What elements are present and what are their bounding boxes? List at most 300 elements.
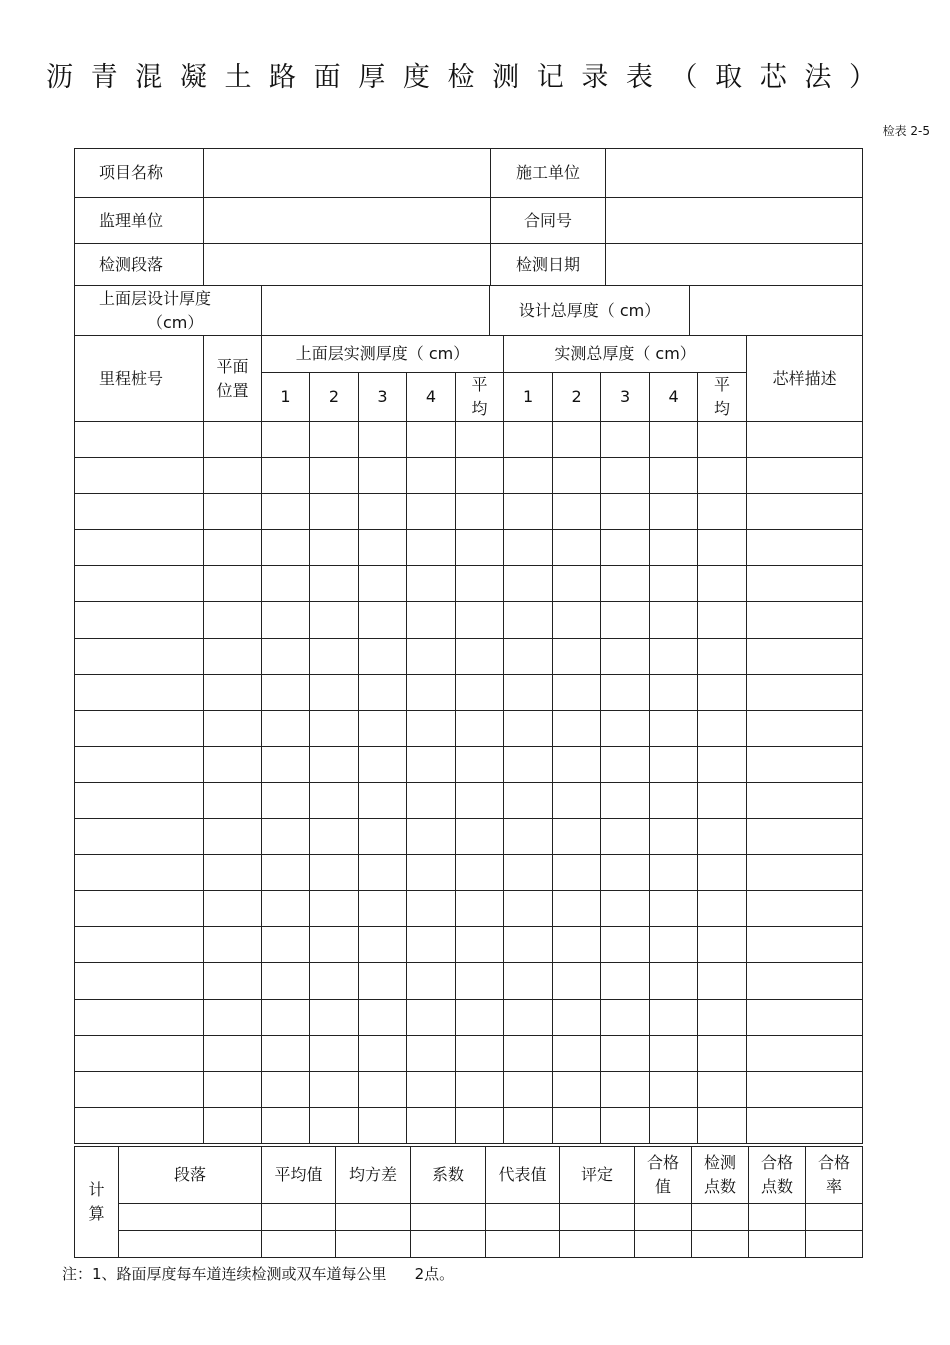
data-cell[interactable] — [359, 891, 407, 927]
data-cell[interactable] — [262, 422, 310, 458]
data-cell[interactable] — [75, 422, 204, 458]
table-row — [75, 819, 863, 855]
data-cell[interactable] — [75, 927, 204, 963]
data-cell[interactable] — [456, 746, 504, 782]
data-cell[interactable] — [359, 530, 407, 566]
data-cell[interactable] — [747, 782, 863, 818]
data-cell[interactable] — [698, 674, 747, 710]
data-cell[interactable] — [698, 530, 747, 566]
data-cell[interactable] — [359, 674, 407, 710]
data-cell[interactable] — [359, 927, 407, 963]
data-cell[interactable] — [698, 999, 747, 1035]
data-cell[interactable] — [204, 927, 262, 963]
data-cell[interactable] — [456, 927, 504, 963]
data-cell[interactable] — [310, 1035, 359, 1071]
data-cell[interactable] — [204, 494, 262, 530]
data-cell[interactable] — [504, 530, 553, 566]
table-row — [75, 782, 863, 818]
data-cell[interactable] — [553, 602, 601, 638]
data-cell[interactable] — [262, 638, 310, 674]
data-cell[interactable] — [75, 494, 204, 530]
data-cell[interactable] — [359, 1071, 407, 1107]
data-cell[interactable] — [262, 891, 310, 927]
data-cell[interactable] — [650, 638, 698, 674]
calc-cell[interactable] — [486, 1204, 560, 1231]
data-cell[interactable] — [504, 855, 553, 891]
project-name-value[interactable] — [204, 149, 491, 198]
data-cell[interactable] — [553, 566, 601, 602]
pass-points-line2: 点数 — [760, 1177, 793, 1196]
data-cell[interactable] — [262, 1071, 310, 1107]
data-cell[interactable] — [456, 638, 504, 674]
data-cell[interactable] — [310, 710, 359, 746]
data-cell[interactable] — [747, 746, 863, 782]
calc-cell[interactable] — [806, 1231, 863, 1258]
data-cell[interactable] — [75, 963, 204, 999]
data-cell[interactable] — [75, 746, 204, 782]
title-char: 面 — [313, 61, 341, 93]
data-cell[interactable] — [504, 422, 553, 458]
data-cell[interactable] — [262, 819, 310, 855]
data-cell[interactable] — [601, 1071, 650, 1107]
data-cell[interactable] — [407, 1107, 456, 1143]
data-cell[interactable] — [456, 1035, 504, 1071]
data-cell[interactable] — [650, 566, 698, 602]
data-cell[interactable] — [747, 1107, 863, 1143]
data-cell[interactable] — [407, 422, 456, 458]
data-cell[interactable] — [75, 1071, 204, 1107]
data-cell[interactable] — [553, 891, 601, 927]
data-cell[interactable] — [601, 566, 650, 602]
data-cell[interactable] — [359, 710, 407, 746]
data-cell[interactable] — [650, 999, 698, 1035]
data-cell[interactable] — [310, 1071, 359, 1107]
data-cell[interactable] — [456, 710, 504, 746]
data-cell[interactable] — [310, 782, 359, 818]
design-thickness-table — [74, 285, 863, 336]
data-cell[interactable] — [504, 458, 553, 494]
data-cell[interactable] — [650, 674, 698, 710]
data-cell[interactable] — [504, 963, 553, 999]
data-cell[interactable] — [310, 602, 359, 638]
data-cell[interactable] — [262, 746, 310, 782]
data-cell[interactable] — [407, 638, 456, 674]
data-cell[interactable] — [698, 1035, 747, 1071]
data-cell[interactable] — [407, 999, 456, 1035]
total-design-thickness-value[interactable] — [690, 286, 863, 336]
calc-cell[interactable] — [262, 1231, 336, 1258]
data-cell[interactable] — [359, 855, 407, 891]
data-cell[interactable] — [504, 927, 553, 963]
data-cell[interactable] — [407, 927, 456, 963]
data-cell[interactable] — [698, 782, 747, 818]
data-cell[interactable] — [407, 566, 456, 602]
data-cell[interactable] — [504, 1035, 553, 1071]
data-cell[interactable] — [310, 746, 359, 782]
data-cell[interactable] — [262, 710, 310, 746]
data-cell[interactable] — [553, 494, 601, 530]
data-cell[interactable] — [407, 1071, 456, 1107]
data-cell[interactable] — [456, 855, 504, 891]
data-cell[interactable] — [747, 530, 863, 566]
data-cell[interactable] — [456, 494, 504, 530]
data-cell[interactable] — [262, 530, 310, 566]
data-cell[interactable] — [204, 602, 262, 638]
data-cell[interactable] — [504, 494, 553, 530]
calc-cell[interactable] — [411, 1231, 486, 1258]
data-cell[interactable] — [204, 963, 262, 999]
data-cell[interactable] — [407, 494, 456, 530]
data-cell[interactable] — [407, 891, 456, 927]
supervision-unit-value[interactable] — [204, 198, 491, 244]
data-cell[interactable] — [456, 530, 504, 566]
data-cell[interactable] — [359, 422, 407, 458]
data-cell[interactable] — [262, 963, 310, 999]
data-cell[interactable] — [601, 674, 650, 710]
data-cell[interactable] — [698, 891, 747, 927]
data-cell[interactable] — [553, 1071, 601, 1107]
data-cell[interactable] — [747, 819, 863, 855]
data-cell[interactable] — [310, 1107, 359, 1143]
data-cell[interactable] — [359, 1035, 407, 1071]
data-cell[interactable] — [310, 999, 359, 1035]
data-cell[interactable] — [698, 1107, 747, 1143]
data-cell[interactable] — [407, 746, 456, 782]
data-cell[interactable] — [504, 999, 553, 1035]
data-cell[interactable] — [262, 674, 310, 710]
data-cell[interactable] — [75, 1035, 204, 1071]
data-cell[interactable] — [650, 710, 698, 746]
data-cell[interactable] — [407, 602, 456, 638]
data-cell[interactable] — [262, 927, 310, 963]
data-cell[interactable] — [698, 602, 747, 638]
data-cell[interactable] — [407, 458, 456, 494]
data-cell[interactable] — [504, 566, 553, 602]
construction-unit-value[interactable] — [606, 149, 863, 198]
data-cell[interactable] — [359, 602, 407, 638]
calc-cell[interactable] — [486, 1231, 560, 1258]
data-cell[interactable] — [747, 494, 863, 530]
data-cell[interactable] — [650, 1071, 698, 1107]
data-cell[interactable] — [204, 530, 262, 566]
data-cell[interactable] — [359, 494, 407, 530]
data-cell[interactable] — [456, 819, 504, 855]
data-cell[interactable] — [650, 819, 698, 855]
data-cell[interactable] — [310, 674, 359, 710]
data-cell[interactable] — [456, 458, 504, 494]
data-cell[interactable] — [553, 999, 601, 1035]
calc-cell[interactable] — [749, 1204, 806, 1231]
data-cell[interactable] — [747, 710, 863, 746]
data-cell[interactable] — [262, 782, 310, 818]
data-cell[interactable] — [698, 494, 747, 530]
data-cell[interactable] — [262, 1107, 310, 1143]
data-cell[interactable] — [310, 566, 359, 602]
data-cell[interactable] — [75, 530, 204, 566]
data-cell[interactable] — [650, 422, 698, 458]
data-cell[interactable] — [650, 1035, 698, 1071]
data-cell[interactable] — [204, 566, 262, 602]
data-cell[interactable] — [456, 422, 504, 458]
data-cell[interactable] — [601, 782, 650, 818]
data-cell[interactable] — [456, 602, 504, 638]
data-cell[interactable] — [75, 638, 204, 674]
data-cell[interactable] — [650, 855, 698, 891]
data-cell[interactable] — [601, 638, 650, 674]
data-cell[interactable] — [504, 891, 553, 927]
data-cell[interactable] — [359, 1107, 407, 1143]
data-cell[interactable] — [504, 674, 553, 710]
data-cell[interactable] — [359, 999, 407, 1035]
data-cell[interactable] — [601, 458, 650, 494]
data-cell[interactable] — [310, 891, 359, 927]
data-cell[interactable] — [504, 746, 553, 782]
data-cell[interactable] — [553, 855, 601, 891]
data-cell[interactable] — [650, 963, 698, 999]
data-cell[interactable] — [553, 530, 601, 566]
calc-cell[interactable] — [262, 1204, 336, 1231]
data-cell[interactable] — [601, 746, 650, 782]
data-cell[interactable] — [504, 782, 553, 818]
data-cell[interactable] — [456, 963, 504, 999]
data-cell[interactable] — [650, 891, 698, 927]
data-cell[interactable] — [456, 674, 504, 710]
data-cell[interactable] — [747, 422, 863, 458]
data-cell[interactable] — [553, 458, 601, 494]
table-row — [75, 927, 863, 963]
data-cell[interactable] — [75, 891, 204, 927]
data-cell[interactable] — [601, 819, 650, 855]
data-cell[interactable] — [359, 746, 407, 782]
data-cell[interactable] — [204, 710, 262, 746]
upper-design-thickness-value[interactable] — [262, 286, 490, 336]
test-points-line2: 点数 — [703, 1177, 736, 1196]
title-char: 录 — [581, 61, 609, 93]
data-cell[interactable] — [698, 1071, 747, 1107]
data-cell[interactable] — [359, 963, 407, 999]
data-cell[interactable] — [310, 458, 359, 494]
data-cell[interactable] — [553, 746, 601, 782]
data-cell[interactable] — [747, 458, 863, 494]
calc-cell[interactable] — [749, 1231, 806, 1258]
data-cell[interactable] — [204, 782, 262, 818]
data-cell[interactable] — [204, 999, 262, 1035]
data-cell[interactable] — [204, 1107, 262, 1143]
data-cell[interactable] — [601, 927, 650, 963]
test-date-value[interactable] — [606, 244, 863, 286]
data-cell[interactable] — [747, 566, 863, 602]
data-cell[interactable] — [310, 494, 359, 530]
data-cell[interactable] — [456, 891, 504, 927]
data-cell[interactable] — [407, 710, 456, 746]
data-cell[interactable] — [310, 422, 359, 458]
data-cell[interactable] — [601, 530, 650, 566]
data-cell[interactable] — [75, 782, 204, 818]
upper-measured-header: 上面层实测厚度（ cm） — [262, 336, 504, 373]
data-cell[interactable] — [262, 494, 310, 530]
data-cell[interactable] — [359, 566, 407, 602]
data-cell[interactable] — [601, 602, 650, 638]
data-cell[interactable] — [310, 530, 359, 566]
calc-cell[interactable] — [336, 1204, 411, 1231]
data-cell[interactable] — [747, 1071, 863, 1107]
data-cell[interactable] — [407, 1035, 456, 1071]
data-cell[interactable] — [698, 855, 747, 891]
data-cell[interactable] — [747, 927, 863, 963]
data-cell[interactable] — [262, 999, 310, 1035]
calc-cell[interactable] — [336, 1231, 411, 1258]
pass-value-header — [635, 1147, 692, 1204]
data-cell[interactable] — [359, 458, 407, 494]
data-cell[interactable] — [204, 422, 262, 458]
data-cell[interactable] — [650, 927, 698, 963]
data-cell[interactable] — [262, 566, 310, 602]
calc-cell[interactable] — [692, 1204, 749, 1231]
data-cell[interactable] — [407, 963, 456, 999]
data-cell[interactable] — [504, 602, 553, 638]
data-cell[interactable] — [601, 1035, 650, 1071]
data-cell[interactable] — [747, 891, 863, 927]
data-cell[interactable] — [553, 1107, 601, 1143]
data-cell[interactable] — [75, 999, 204, 1035]
test-section-value[interactable] — [204, 244, 491, 286]
data-cell[interactable] — [553, 638, 601, 674]
data-cell[interactable] — [698, 422, 747, 458]
data-cell[interactable] — [650, 530, 698, 566]
data-cell[interactable] — [698, 819, 747, 855]
data-cell[interactable] — [650, 1107, 698, 1143]
data-cell[interactable] — [359, 638, 407, 674]
contract-no-value[interactable] — [606, 198, 863, 244]
data-cell[interactable] — [359, 782, 407, 818]
data-cell[interactable] — [407, 530, 456, 566]
data-cell[interactable] — [650, 602, 698, 638]
data-cell[interactable] — [75, 855, 204, 891]
data-cell[interactable] — [310, 638, 359, 674]
calc-cell[interactable] — [560, 1204, 635, 1231]
data-cell[interactable] — [650, 746, 698, 782]
data-cell[interactable] — [504, 710, 553, 746]
data-cell[interactable] — [204, 746, 262, 782]
data-cell[interactable] — [75, 566, 204, 602]
data-cell[interactable] — [747, 602, 863, 638]
data-cell[interactable] — [601, 494, 650, 530]
data-cell[interactable] — [650, 782, 698, 818]
data-cell[interactable] — [204, 458, 262, 494]
data-cell[interactable] — [204, 891, 262, 927]
data-cell[interactable] — [456, 999, 504, 1035]
data-cell[interactable] — [553, 782, 601, 818]
data-cell[interactable] — [75, 602, 204, 638]
data-cell[interactable] — [75, 458, 204, 494]
data-cell[interactable] — [553, 674, 601, 710]
calc-cell[interactable] — [635, 1231, 692, 1258]
data-cell[interactable] — [504, 1071, 553, 1107]
data-cell[interactable] — [407, 782, 456, 818]
data-cell[interactable] — [75, 674, 204, 710]
calc-cell[interactable] — [411, 1204, 486, 1231]
data-cell[interactable] — [650, 494, 698, 530]
data-cell[interactable] — [310, 927, 359, 963]
data-cell[interactable] — [262, 458, 310, 494]
data-cell[interactable] — [747, 963, 863, 999]
data-cell[interactable] — [204, 1071, 262, 1107]
data-cell[interactable] — [747, 999, 863, 1035]
data-cell[interactable] — [698, 746, 747, 782]
data-cell[interactable] — [75, 710, 204, 746]
data-cell[interactable] — [747, 855, 863, 891]
data-cell[interactable] — [456, 1071, 504, 1107]
calc-cell[interactable] — [560, 1231, 635, 1258]
data-cell[interactable] — [553, 422, 601, 458]
data-cell[interactable] — [601, 710, 650, 746]
data-cell[interactable] — [553, 710, 601, 746]
data-cell[interactable] — [75, 1107, 204, 1143]
data-cell[interactable] — [262, 602, 310, 638]
calc-cell[interactable] — [119, 1231, 262, 1258]
data-cell[interactable] — [553, 1035, 601, 1071]
data-cell[interactable] — [310, 855, 359, 891]
data-cell[interactable] — [407, 819, 456, 855]
data-cell[interactable] — [601, 855, 650, 891]
data-cell[interactable] — [601, 999, 650, 1035]
data-cell[interactable] — [504, 819, 553, 855]
data-cell[interactable] — [601, 891, 650, 927]
data-cell[interactable] — [456, 1107, 504, 1143]
calc-cell[interactable] — [119, 1204, 262, 1231]
data-cell[interactable] — [204, 674, 262, 710]
data-cell[interactable] — [204, 855, 262, 891]
data-cell[interactable] — [747, 638, 863, 674]
data-cell[interactable] — [407, 855, 456, 891]
data-cell[interactable] — [553, 819, 601, 855]
data-cell[interactable] — [504, 1107, 553, 1143]
data-cell[interactable] — [698, 927, 747, 963]
data-cell[interactable] — [650, 458, 698, 494]
data-cell[interactable] — [262, 855, 310, 891]
data-cell[interactable] — [601, 963, 650, 999]
calc-cell[interactable] — [635, 1204, 692, 1231]
data-cell[interactable] — [698, 963, 747, 999]
data-cell[interactable] — [601, 422, 650, 458]
data-cell[interactable] — [262, 1035, 310, 1071]
data-cell[interactable] — [456, 782, 504, 818]
footnote-prefix: 注： — [62, 1265, 93, 1283]
data-cell[interactable] — [204, 1035, 262, 1071]
data-cell[interactable] — [553, 963, 601, 999]
data-cell[interactable] — [747, 1035, 863, 1071]
calc-cell[interactable] — [692, 1231, 749, 1258]
data-cell[interactable] — [75, 819, 204, 855]
data-cell[interactable] — [553, 927, 601, 963]
pass-value-line1: 合格 — [646, 1153, 679, 1172]
data-cell[interactable] — [698, 710, 747, 746]
data-cell[interactable] — [601, 1107, 650, 1143]
data-cell[interactable] — [407, 674, 456, 710]
data-cell[interactable] — [456, 566, 504, 602]
data-cell[interactable] — [359, 819, 407, 855]
data-cell[interactable] — [698, 638, 747, 674]
data-cell[interactable] — [204, 819, 262, 855]
data-cell[interactable] — [310, 963, 359, 999]
data-cell[interactable] — [310, 819, 359, 855]
data-cell[interactable] — [504, 638, 553, 674]
calc-cell[interactable] — [806, 1204, 863, 1231]
data-cell[interactable] — [698, 566, 747, 602]
data-cell[interactable] — [698, 458, 747, 494]
data-cell[interactable] — [204, 638, 262, 674]
data-cell[interactable] — [747, 674, 863, 710]
